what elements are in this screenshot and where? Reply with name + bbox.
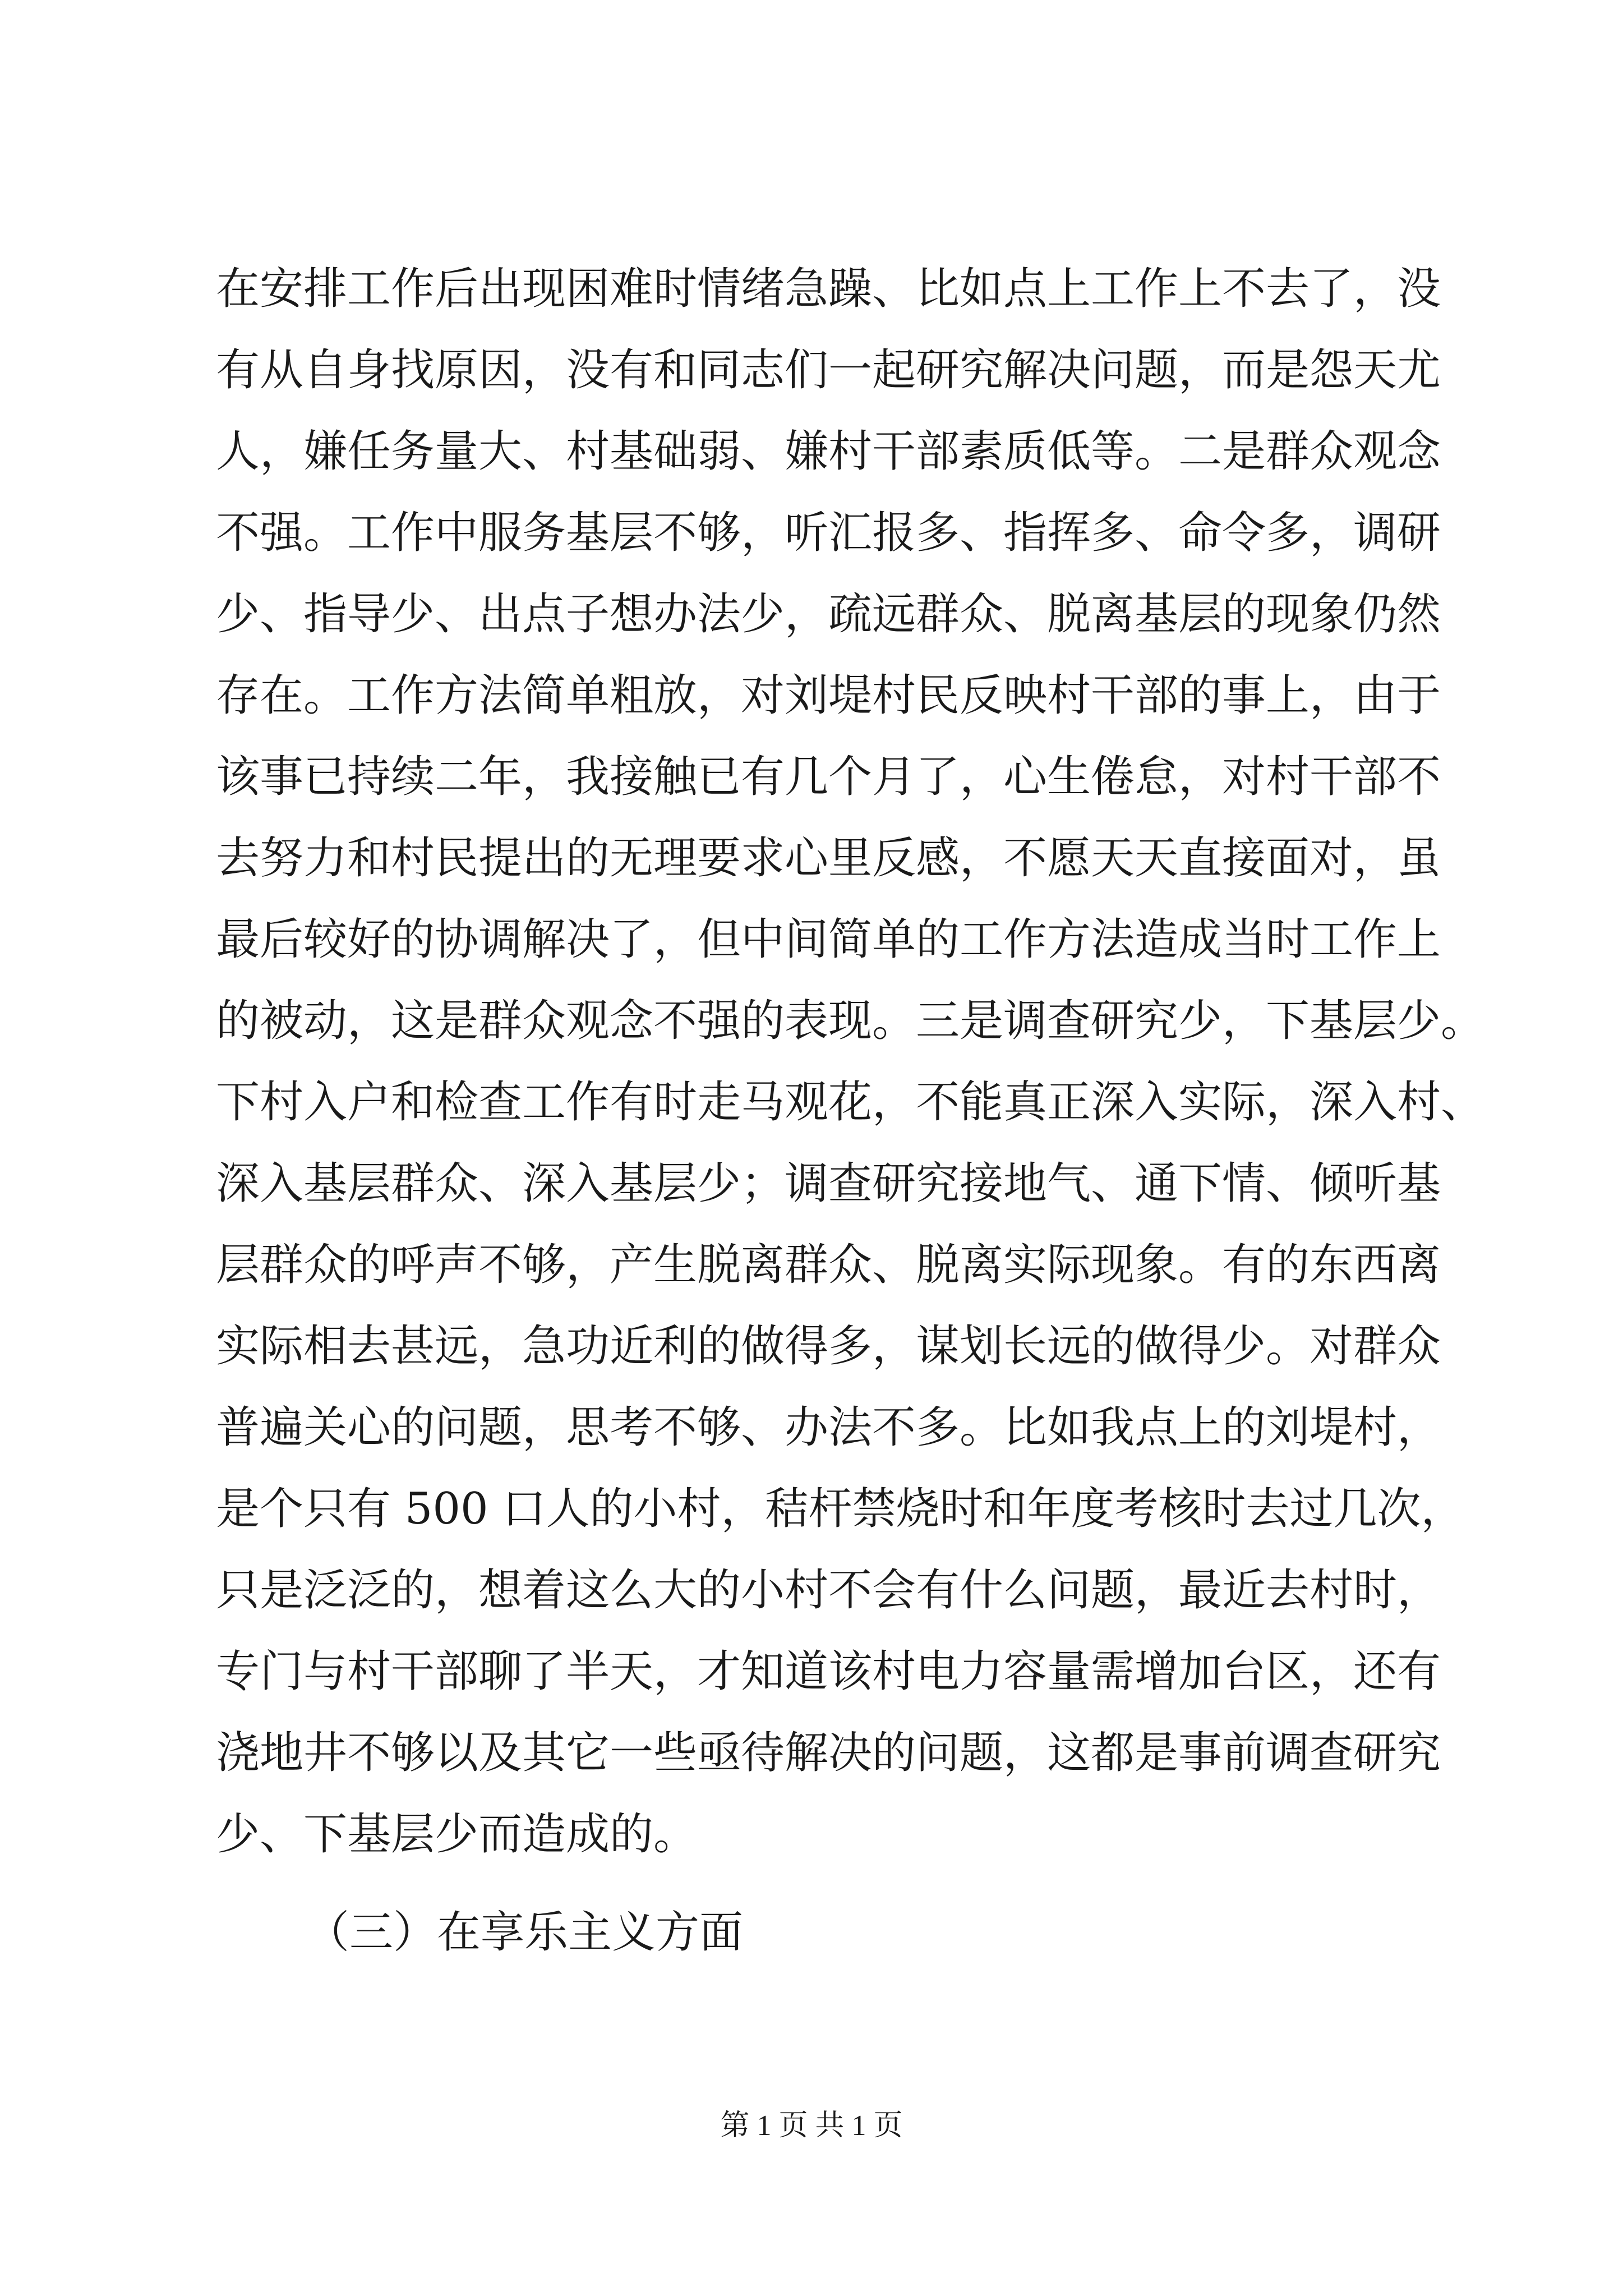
paragraph-line: 存在。工作方法简单粗放，对刘堤村民反映村干部的事上，由于 bbox=[216, 670, 1441, 721]
paragraph-line: 普遍关心的问题，思考不够、办法不多。比如我点上的刘堤村， bbox=[216, 1402, 1441, 1453]
paragraph-line: 有从自身找原因，没有和同志们一起研究解决问题，而是怨天尤 bbox=[216, 345, 1441, 395]
section-heading: （三）在享乐主义方面 bbox=[306, 1907, 744, 1958]
paragraph-line: 的被动，这是群众观念不强的表现。三是调查研究少，下基层少。 bbox=[216, 996, 1485, 1046]
page-footer: 第 1 页 共 1 页 bbox=[720, 2110, 903, 2142]
paragraph-line: 专门与村干部聊了半天，才知道该村电力容量需增加台区，还有 bbox=[216, 1646, 1441, 1697]
paragraph-line: 最后较好的协调解决了，但中间简单的工作方法造成当时工作上 bbox=[216, 914, 1441, 965]
paragraph-line: 在安排工作后出现困难时情绪急躁、比如点上工作上不去了，没 bbox=[216, 264, 1441, 314]
paragraph-line: 下村入户和检查工作有时走马观花，不能真正深入实际，深入村、 bbox=[216, 1077, 1485, 1128]
paragraph-line: 少、指导少、出点子想办法少，疏远群众、脱离基层的现象仍然 bbox=[216, 589, 1441, 639]
paragraph-line: 人，嫌任务量大、村基础弱、嫌村干部素质低等。二是群众观念 bbox=[216, 426, 1441, 477]
paragraph-line: 是个只有 500 口人的小村，秸杆禁烧时和年度考核时去过几次， bbox=[216, 1484, 1465, 1534]
paragraph-line: 少、下基层少而造成的。 bbox=[216, 1809, 698, 1860]
paragraph-line: 浇地井不够以及其它一些亟待解决的问题，这都是事前调查研究 bbox=[216, 1728, 1441, 1778]
paragraph-line: 不强。工作中服务基层不够，听汇报多、指挥多、命令多，调研 bbox=[216, 508, 1441, 558]
paragraph-line: 该事已持续二年，我接触已有几个月了，心生倦怠，对村干部不 bbox=[216, 752, 1441, 802]
paragraph-line: 深入基层群众、深入基层少；调查研究接地气、通下情、倾听基 bbox=[216, 1158, 1441, 1209]
paragraph-line: 只是泛泛的，想着这么大的小村不会有什么问题，最近去村时， bbox=[216, 1565, 1441, 1616]
paragraph-line: 层群众的呼声不够，产生脱离群众、脱离实际现象。有的东西离 bbox=[216, 1240, 1441, 1290]
paragraph-line: 实际相去甚远，急功近利的做得多，谋划长远的做得少。对群众 bbox=[216, 1321, 1441, 1372]
paragraph-line: 去努力和村民提出的无理要求心里反感，不愿天天直接面对，虽 bbox=[216, 833, 1441, 884]
